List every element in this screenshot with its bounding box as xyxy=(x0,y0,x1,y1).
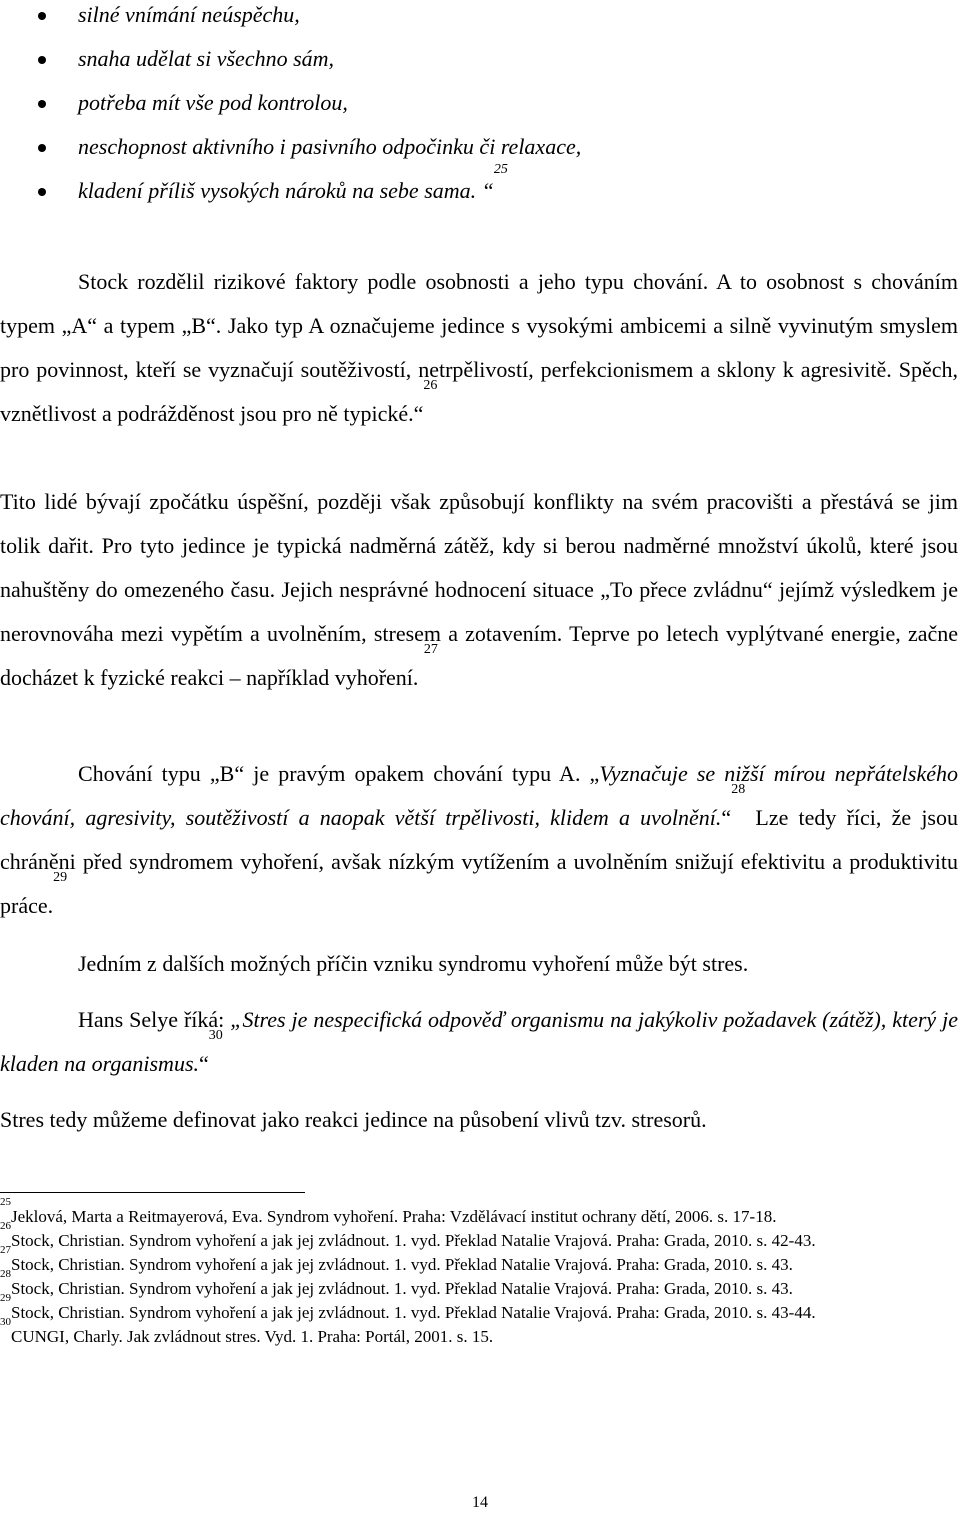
bullet-icon xyxy=(38,144,46,152)
footnote-ref: 25 xyxy=(493,162,508,177)
footnote: $^{30}$CUNGI, Charly. Jak zvládnout stres. Vyd. 1. Praha: Portál, 2001. s. 15. xyxy=(0,1316,494,1346)
footnote: $^{28}$Stock, Christian. Syndrom vyhoření a jak jej zvládnout. 1. vyd. Překlad Natalie Vrajová. Praha: Grada, 2010. s. 43. xyxy=(0,1268,793,1298)
paragraph-stress-cause: Jedním z dalších možných příčin vzniku syndromu vyhoření může být stres. xyxy=(78,951,749,976)
quote-italic: „Stres je nespecifická odpověď organismu na jakýkoliv požadavek (zátěž), který je kladen na organismus. xyxy=(0,1007,958,1076)
list-item: kladení příliš vysokých nároků na sebe sama. “$^{25}$ xyxy=(78,176,508,206)
bullet-icon xyxy=(38,188,46,196)
footnote: $^{27}$Stock, Christian. Syndrom vyhoření a jak jej zvládnout. 1. vyd. Překlad Natalie Vrajová. Praha: Grada, 2010. s. 43. xyxy=(0,1244,793,1274)
paragraph-type-b: Chování typu „B“ je pravým opakem chování typu A. „Vyznačuje se nižší mírou nepřátelského chování, agresivity, soutěživostí a naopak větší trpělivosti, klidem a uvolnění.“$^{28}$ Lze tedy říci, že jsou chráněni před syndromem vyhoření, avšak nízkým vytížením a uvolněním snižují efektivitu a produktivitu práce.$^{29}$ xyxy=(0,761,959,918)
footnote-ref: 28 xyxy=(731,782,746,797)
paragraph-selye: Hans Selye říká: „Stres je nespecifická odpověď organismu na jakýkoliv požadavek (zátěž), který je kladen na organismus.“$^{30}$ xyxy=(0,1007,958,1076)
footnote: $^{29}$Stock, Christian. Syndrom vyhoření a jak jej zvládnout. 1. vyd. Překlad Natalie Vrajová. Praha: Grada, 2010. s. 43-44. xyxy=(0,1292,816,1322)
footnote-ref: 29 xyxy=(53,870,68,885)
footnote: $^{25}$Jeklová, Marta a Reitmayerová, Eva. Syndrom vyhoření. Praha: Vzdělávací institut ochrany dětí, 2006. s. 17-18. xyxy=(0,1196,777,1226)
paragraph-conflicts: Tito lidé bývají zpočátku úspěšní, později však způsobují konflikty na svém pracovišti a přestává se jim tolik dařit. Pro tyto jedince je typická nadměrná zátěž, kdy si berou nadměrné množství úkolů, které jsou nahuštěny do omezeného času. Jejich nesprávné hodnocení situace „To přece zvládnu“ jejímž výsledkem je nerovnováha mezi vypětím a uvolněním, stresem a zotavením. Teprve po letech vyplýtvané energie, začne docházet k fyzické reakci – například vyhoření. $^{27}$ xyxy=(0,489,958,690)
footnote-separator xyxy=(0,1192,305,1193)
footnote-ref: 30 xyxy=(208,1028,223,1043)
bullet-icon xyxy=(38,56,46,64)
quote-italic: Vyznačuje se nižší mírou nepřátelského chování, agresivity, soutěživostí a naopak větší trpělivosti, klidem a uvolnění. xyxy=(0,761,959,830)
footnote-ref: 26 xyxy=(423,378,438,393)
list-item: silné vnímání neúspěchu, xyxy=(78,0,300,30)
list-item: neschopnost aktivního i pasivního odpočinku či relaxace, xyxy=(78,132,581,162)
bullet-icon xyxy=(38,12,46,20)
list-item: potřeba mít vše pod kontrolou, xyxy=(78,88,348,118)
bullet-icon xyxy=(38,100,46,108)
footnotes xyxy=(0,1196,958,1349)
footnote: $^{26}$Stock, Christian. Syndrom vyhoření a jak jej zvládnout. 1. vyd. Překlad Natalie Vrajová. Praha: Grada, 2010. s. 42-43. xyxy=(0,1220,816,1250)
paragraph-type-a: Stock rozdělil rizikové faktory podle osobnosti a jeho typu chování. A to osobnost s chováním typem „A“ a typem „B“. Jako typ A označujeme jedince s vysokými ambicemi a silně vyvinutým smyslem pro povinnost, kteří se vyznačují soutěživostí, netrpělivostí, perfekcionismem a sklony k agresivitě. Spěch, vznětlivost a podrážděnost jsou pro ně typické.“$^{26}$ xyxy=(0,269,958,426)
list-item: snaha udělat si všechno sám, xyxy=(78,44,334,74)
paragraph-stress-definition: Stres tedy můžeme definovat jako reakci jedince na působení vlivů tzv. stresorů. xyxy=(0,1107,707,1132)
footnote-ref: 27 xyxy=(423,642,438,657)
page-number: 14 xyxy=(472,1494,488,1511)
